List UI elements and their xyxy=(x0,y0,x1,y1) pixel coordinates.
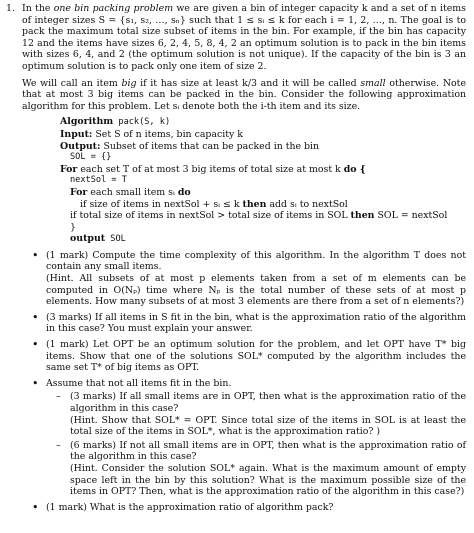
intro-text: In the xyxy=(22,3,54,14)
algo-close-brace: } xyxy=(70,221,76,233)
question-list xyxy=(22,250,466,513)
intro-term: one bin packing problem xyxy=(53,3,174,14)
question-4 xyxy=(22,378,466,498)
output-kw: Output: xyxy=(60,140,101,152)
defs-term-big: big xyxy=(121,77,137,89)
then1-kw: then xyxy=(242,198,267,210)
for2-text: each small item sᵢ xyxy=(87,186,178,198)
question-hint: (Hint. All subsets of at most p elements taken from a set of m elements can be computed in O(Nₚ) time where Nₚ is the total number of these sets of at most p elements. How many subsets of at most 3 elements are there from a set of n elements?) xyxy=(46,273,466,308)
algo-kw: Algorithm xyxy=(60,116,114,128)
if2-post: SOL = nextSol xyxy=(374,210,448,222)
subquestion-1 xyxy=(46,391,466,437)
problem-number: 1. xyxy=(6,3,15,14)
subquestion-text: – (6 marks) If not all small items are in OPT, then what is the approximation ratio of the algorithm in this case? xyxy=(70,439,466,463)
subquestion-list xyxy=(46,391,466,497)
subquestion-2 xyxy=(46,440,466,498)
algorithm-block xyxy=(60,116,466,246)
if1-pre: if size of items in nextSol + sᵢ ≤ k xyxy=(80,198,243,210)
if2-pre: if total size of items in nextSol > total size of items in SOL xyxy=(70,210,351,222)
algo-sol-init: SOL = {} xyxy=(70,152,112,163)
algo-name: pack(S, k) xyxy=(113,117,171,128)
question-text: • Assume that not all items fit in the bin. xyxy=(46,377,232,389)
question-text: • (1 mark) Let OPT be an optimum solution for the problem, and let OPT have T* big items. Show that one of the solutions SOL* computed by the algorithm includes the same set T* of big items as OPT. xyxy=(46,339,466,374)
output2-val: SOL xyxy=(105,234,126,245)
output-text: Subset of items that can be packed in the bin xyxy=(100,140,320,152)
input-kw: Input: xyxy=(60,128,93,140)
problem-intro xyxy=(22,3,466,73)
document xyxy=(6,3,466,517)
question-text: • (1 mark) Compute the time complexity of this algorithm. In the algorithm T does not contain any small items. xyxy=(46,249,466,273)
algo-for-small xyxy=(60,187,466,199)
do-kw: do { xyxy=(343,163,366,175)
if1-post: add sᵢ to nextSol xyxy=(266,198,348,210)
output2-kw: output xyxy=(70,233,106,245)
question-text: • (3 marks) If all items in S fit in the bin, what is the approximation ratio of the algorithm in this case? You must explain your answer. xyxy=(46,311,466,335)
algorithm-input xyxy=(60,129,466,141)
for-text: each set T of at most 3 big items of total size at most k xyxy=(77,163,344,175)
for-kw: For xyxy=(60,163,78,175)
input-text: Set S of n items, bin capacity k xyxy=(92,128,243,140)
question-text: • (1 mark) What is the approximation ratio of algorithm pack? xyxy=(46,501,334,513)
intro-text-rest: we are given a bin of integer capacity k and a set of n items of integer sizes S = {s₁, s₂, …, sₙ} such that 1 ≤ sᵢ ≤ k for each i = 1, 2, …, n. The goal is to pack the maximum total size subset of items in the bin. For example, if the bin has capacity 12 and the items have sizes 6, 2, 4, 5, 8, 4, 2 an optimum solution is to pack in the bin items with sizes 6, 4, and 2 (the optimum solution is not unique). If the capacity of the bin is 3 an optimum solution is to pack only one item of size 2. xyxy=(22,3,466,72)
defs-term-small: small xyxy=(360,77,386,89)
problem-1 xyxy=(6,3,466,513)
subquestion-hint: (Hint. Consider the solution SOL* again. What is the maximum amount of empty space left in the bin by this solution? What is the maximum possible size of the items in OPT? Then, what is the approximation ratio of the algorithm in this case?) xyxy=(70,462,466,498)
question-3 xyxy=(22,339,466,374)
question-2 xyxy=(22,312,466,335)
question-1 xyxy=(22,250,466,308)
algo-output xyxy=(60,233,466,246)
algo-nextsol-init: nextSol = T xyxy=(70,175,127,186)
subquestion-text: – (3 marks) If all small items are in OPT, then what is the approximation ratio of the algorithm in this case? xyxy=(70,391,466,414)
then2-kw: then xyxy=(350,210,375,222)
do2-kw: do xyxy=(177,186,191,198)
problem-definitions xyxy=(22,78,466,113)
algorithm-header xyxy=(60,116,466,129)
algorithm-output xyxy=(60,141,466,153)
defs-text: We will call an item xyxy=(22,77,122,89)
algo-if-better xyxy=(60,210,466,222)
algo-if-fit xyxy=(60,199,466,211)
defs-text-3: otherwise. Note that at most 3 big items can be packed in the bin. Consider the following approximation algorithm for this problem. Let sᵢ denote both the i-th item and its size. xyxy=(22,77,466,112)
algo-for-big xyxy=(60,164,466,176)
for2-kw: For xyxy=(70,186,88,198)
subquestion-hint: (Hint. Show that SOL* = OPT. Since total size of the items in SOL is at least the total size of the items in SOL*, what is the approximation ratio? ) xyxy=(70,414,466,438)
question-5 xyxy=(22,502,466,514)
defs-text-2: if it has size at least k/3 and it will be called xyxy=(136,77,361,89)
